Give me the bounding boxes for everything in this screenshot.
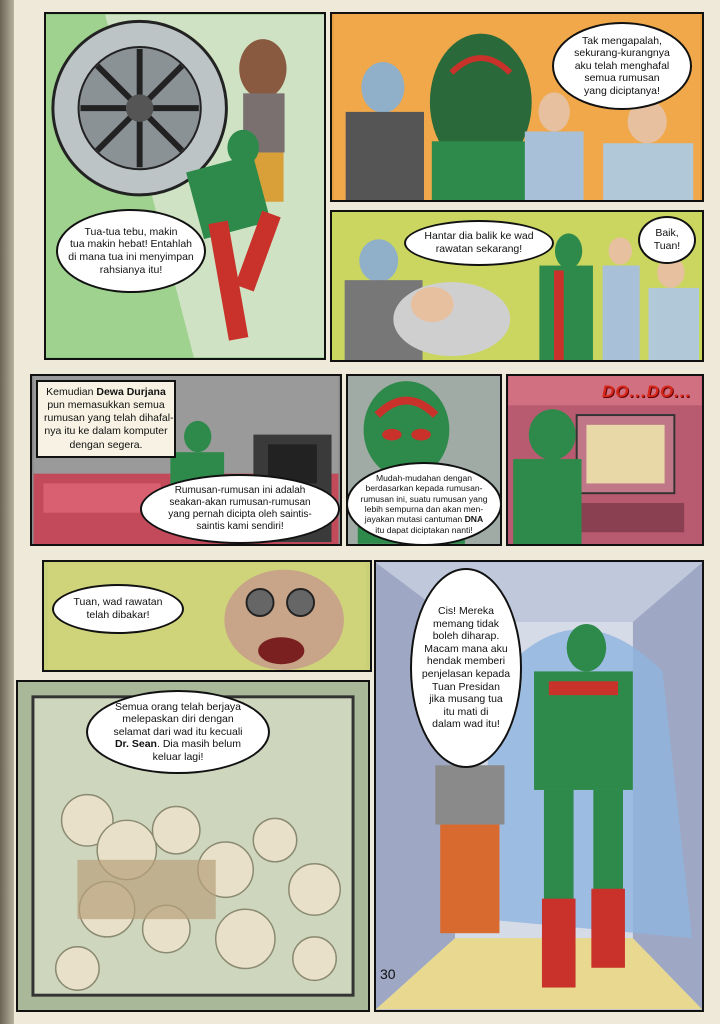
speech-bubble (638, 216, 696, 264)
caption-name: Dewa Durjana (96, 386, 166, 398)
panel-4 (30, 374, 342, 546)
bubble-line: Tak mengapalah, (582, 34, 662, 47)
bubble-line: sekurang-kurangnya (574, 47, 670, 60)
bubble-line: Tuan Presidan (432, 680, 500, 693)
speech-bubble (552, 22, 692, 110)
bubble-line: yang diciptanya! (584, 84, 660, 97)
bubble-line: jika musang tua (429, 693, 503, 706)
bubble-line: di mana tua ini menyimpan (68, 251, 194, 263)
speech-bubble (52, 584, 184, 634)
speech-bubble (56, 209, 206, 293)
bubble-line: Hantar dia balik ke wad (424, 230, 534, 243)
bubble-line (114, 738, 243, 751)
panel-1 (44, 12, 326, 360)
bubble-line: Tuan! (653, 240, 681, 252)
bubble-name: Dr. Sean (114, 738, 157, 751)
bubble-line: boleh diharap. (432, 630, 500, 643)
caption-line: nya itu ke dalam komputer (44, 425, 168, 438)
bubble-line: telah dibakar! (86, 609, 150, 621)
bubble-line: selamat dari wad itu kecuali (113, 725, 243, 738)
bubble-line: yang pernah dicipta oleh saintis- (168, 509, 312, 520)
page-number: 30 (380, 966, 396, 982)
bubble-dna: DNA (464, 514, 484, 525)
bubble-line: saintis kami sendiri! (196, 521, 284, 532)
bubble-line: itu dapat diciptakan nanti! (375, 524, 473, 535)
bubble-text: jayakan mutasi cantuman (364, 514, 463, 525)
bubble-text: . Dia masih belum (156, 738, 242, 751)
bubble-line: keluar lagi! (152, 750, 204, 763)
speech-bubble (346, 462, 502, 546)
bubble-line: seakan-akan rumusan-rumusan (169, 497, 311, 508)
bubble-line: memang tidak (433, 617, 499, 630)
bubble-line: penjelasan kepada (421, 668, 511, 680)
bubble-line: rawatan sekarang! (435, 243, 523, 255)
bubble-line: Baik, (655, 227, 679, 240)
bubble-line (360, 514, 487, 524)
bubble-line: melepaskan diri dengan (122, 713, 234, 726)
speech-bubble (140, 474, 340, 544)
bubble-line: Semua orang telah berjaya (114, 700, 242, 713)
narration-caption (36, 380, 176, 458)
bubble-line: Tua-tua tebu, makin (84, 225, 178, 238)
bubble-line: itu mati di (443, 705, 489, 718)
caption-line: pun memasukkan semua (47, 399, 165, 412)
caption-line: rumusan yang telah dihafal- (44, 412, 174, 425)
bubble-line: Tuan, wad rawatan (73, 596, 163, 609)
panel-8 (16, 680, 370, 1012)
caption-line (44, 386, 168, 399)
bubble-line: tua makin hebat! Entahlah (70, 238, 193, 251)
panel-9 (374, 560, 704, 1012)
bubble-line: Macam mana aku (424, 642, 508, 655)
panel-1-art (46, 14, 324, 358)
bubble-line: lebih sempurna dan akan men- (364, 504, 484, 514)
panel-7 (42, 560, 372, 672)
panel-6 (506, 374, 704, 546)
bubble-line: Rumusan-rumusan ini adalah (174, 485, 306, 496)
sound-effect: DO...DO... (602, 382, 692, 401)
bubble-line: Mudah-mudahan dengan (375, 473, 473, 484)
bubble-line: rahsianya itu! (99, 263, 163, 276)
speech-bubble (86, 690, 270, 774)
panel-5 (346, 374, 502, 546)
bubble-line: semua rumusan (584, 72, 660, 85)
caption-prefix: Kemudian (46, 386, 97, 398)
bubble-line: dalam wad itu! (432, 718, 500, 731)
book-spine (0, 0, 14, 1024)
bubble-line: rumusan ini, suatu rumusan yang (360, 493, 488, 504)
speech-bubble (410, 568, 522, 768)
bubble-line: Cis! Mereka (437, 605, 494, 618)
caption-line: dengan segera. (69, 438, 143, 451)
bubble-line: aku telah menghafal (574, 59, 670, 72)
bubble-line: berdasarkan kepada rumusan- (365, 483, 483, 494)
speech-bubble (404, 220, 554, 266)
panel-2 (330, 12, 704, 202)
bubble-line: hendak memberi (426, 655, 506, 668)
panel-3 (330, 210, 704, 362)
